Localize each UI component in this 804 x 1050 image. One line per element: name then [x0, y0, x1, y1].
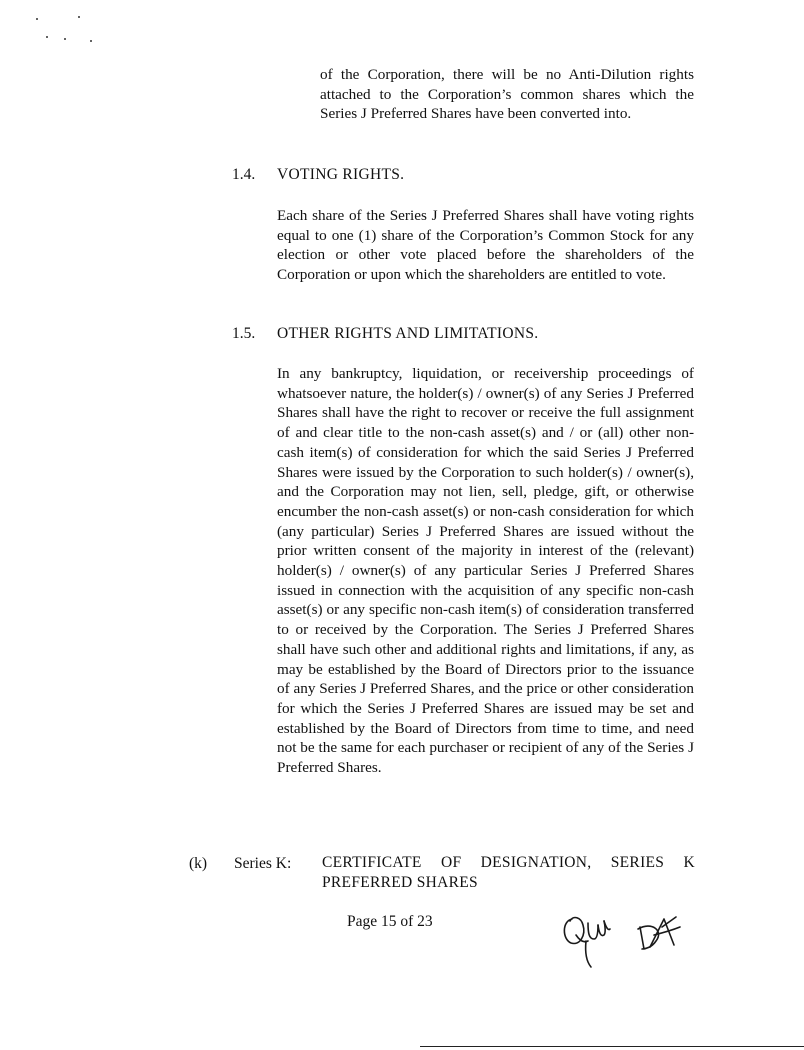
section-body-other-rights: In any bankruptcy, liquidation, or receivership proceedings of whatsoever nature, the holder(s) / owner(s) of any Series J Preferred Shares shall have the right to recover or receive the full assignment of and clear title to the non-cash asset(s) and / or (all) other non-cash item(s) of consideration for which the said Series J Preferred Shares were issued by the Corporation to such holder(s) / owner(s), and the Corporation may not lien, sell, pledge, gift, or otherwise encumber the non-cash asset(s) or non-cash consideration for which (any particular) Series J Preferred Shares are issued without the prior written consent of the majority in interest of the (relevant) holder(s) / owner(s) of any particular Series J Preferred Shares issued in connection with the acquisition of any specific non-cash asset(s) or any specific non-cash item(s) of consideration transferred to or received by the Corporation. The Series J Preferred Shares shall have such other and additional rights and limitations, if any, as may be established by the Board of Directors prior to the issuance of any Series J Preferred Shares, and the price or other consideration for which the Series J Preferred Shares are issued may be set and established by the Board of Directors from time to time, and need not be the same for each purchaser or recipient of any of the Series J Preferred Shares. [277, 365, 694, 777]
scan-specks [30, 12, 100, 42]
section-number-1-5: 1.5. [232, 325, 256, 342]
page-number: Page 15 of 23 [347, 913, 433, 930]
section-title-other-rights: OTHER RIGHTS AND LIMITATIONS. [277, 325, 539, 342]
section-body-voting-rights: Each share of the Series J Preferred Shares shall have voting rights equal to one (1) share of the Corporation’s Common Stock for any election or other vote placed before the shareholders of the Corporation or upon which the shareholders are entitled to vote. [277, 207, 694, 284]
series-k-label: (k) [189, 855, 208, 872]
series-k-name: Series K: [234, 855, 292, 872]
section-title-voting-rights: VOTING RIGHTS. [277, 166, 405, 183]
bottom-rule [420, 1046, 804, 1047]
section-number-1-4: 1.4. [232, 166, 256, 183]
series-k-title: CERTIFICATE OF DESIGNATION, SERIES K PREFERRED SHARES [322, 854, 695, 891]
handwritten-initials-signature [558, 905, 698, 975]
continuation-paragraph: of the Corporation, there will be no Anti-Dilution rights attached to the Corporation’s common shares which the Series J Preferred Shares have been converted into. [320, 66, 694, 123]
